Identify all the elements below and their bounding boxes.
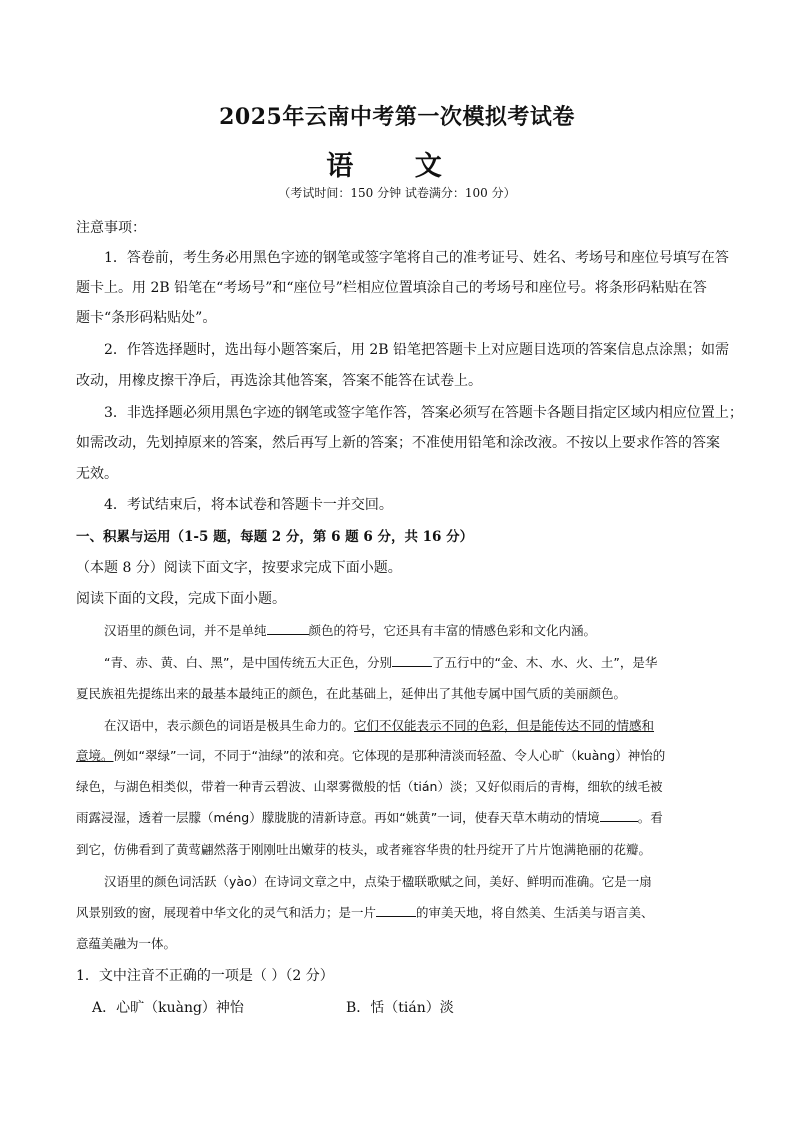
passage-paragraph-4-line-1: 汉语里的颜色词活跃（yào）在诗词文章之中，点染于楹联歌赋之间，美好、鲜明而准确。它是一扇 [104, 874, 652, 889]
passage-paragraph-4-line-2 [76, 903, 654, 923]
passage-text: 颜色的符号，它还具有丰富的情感色彩和文化内涵。 [308, 623, 597, 638]
passage-text: 汉语里的颜色词，并不是单纯 [104, 623, 267, 638]
notice-item-1-line-2: 题卡上。用 2B 铅笔在“考场号”和“座位号”栏相应位置填涂自己的考场号和座位号。将条形码粘贴在答 [76, 280, 707, 296]
notice-heading: 注意事项： [76, 220, 146, 236]
notice-item-3-line-3: 无效。 [76, 466, 118, 482]
passage-text: 风景别致的窗，展现着中华文化的灵气和活力；是一片 [76, 905, 377, 920]
section-heading: 一、积累与运用（1-5 题，每题 2 分，第 6 题 6 分，共 16 分） [76, 529, 474, 545]
fill-blank [600, 808, 638, 822]
underlined-sentence: 意境。 [76, 748, 114, 763]
passage-text: “青、赤、黄、白、黑”，是中国传统五大正色，分别 [104, 655, 392, 670]
passage-text: 雨露浸湿，透着一层朦（méng）朦胧胧的清新诗意。再如“姚黄”一词，使春天草木萌动的情境 [76, 810, 600, 825]
passage-text: 的审美天地，将自然美、生活美与语言美、 [416, 905, 654, 920]
underlined-sentence: 它们不仅能表示不同的色彩，但是能传达不同的情感和 [354, 718, 655, 733]
notice-item-1-line-3: 题卡“条形码粘贴处”。 [76, 310, 217, 326]
passage-paragraph-2-line-2: 夏民族祖先提练出来的最基本最纯正的颜色，在此基础上，延伸出了其他专属中国气质的美丽颜色。 [76, 686, 627, 701]
passage-paragraph-3-line-5: 到它，仿佛看到了黄莺翩然落于刚刚吐出嫩芽的枝头，或者雍容华贵的牡丹绽开了片片饱满艳丽的花瓣。 [76, 842, 652, 857]
question-1-option-a: A．心旷（kuàng）神怡 [92, 1000, 244, 1016]
passage-text: 例如“翠绿”一词，不同于“油绿”的浓和亮。它体现的是那种清淡而轻盈、令人心旷（kuàng）神怡的 [113, 748, 666, 763]
notice-item-3-line-1: 3．非选择题必须用黑色字迹的钢笔或签字笔作答，答案必须写在答题卡各题目指定区域内相应位置上； [104, 405, 743, 421]
question-1-stem: 1．文中注音不正确的一项是（ ）（2 分） [76, 968, 334, 984]
passage-paragraph-3-line-2 [76, 746, 665, 766]
fill-blank [376, 903, 416, 917]
passage-paragraph-4-line-3: 意蕴美融为一体。 [76, 936, 177, 951]
section-intro-2: 阅读下面的文段，完成下面小题。 [76, 591, 286, 607]
passage-text: 。看 [637, 810, 663, 825]
passage-paragraph-3-line-1 [104, 716, 654, 736]
notice-item-2-line-2: 改动，用橡皮擦干净后，再选涂其他答案，答案不能答在试卷上。 [76, 373, 482, 389]
subject-title: 语 文 [326, 151, 468, 182]
exam-title: 2025年云南中考第一次模拟考试卷 [219, 104, 575, 130]
passage-paragraph-1 [104, 621, 596, 641]
passage-paragraph-2-line-1 [104, 653, 657, 673]
fill-blank [267, 621, 309, 635]
notice-item-1-line-1: 1．答卷前，考生务必用黑色字迹的钢笔或签字笔将自己的准考证号、姓名、考场号和座位号填写在答 [104, 250, 729, 266]
passage-paragraph-3-line-3: 绿色，与湖色相类似，带着一种青云碧波、山翠雾微般的恬（tián）淡；又好似雨后的青梅，细软的绒毛被 [76, 779, 663, 794]
fill-blank [392, 653, 432, 667]
section-intro-1: （本题 8 分）阅读下面文字，按要求完成下面小题。 [76, 560, 402, 576]
notice-item-2-line-1: 2．作答选择题时，选出每小题答案后，用 2B 铅笔把答题卡上对应题目选项的答案信息点涂黑；如需 [104, 342, 730, 358]
notice-item-4: 4．考试结束后，将本试卷和答题卡一并交回。 [104, 497, 393, 513]
exam-info: （考试时间：150 分钟 试卷满分：100 分） [278, 186, 516, 200]
question-1-option-b: B．恬（tián）淡 [346, 1000, 454, 1016]
notice-item-3-line-2: 如需改动，先划掉原来的答案，然后再写上新的答案；不准使用铅笔和涂改液。不按以上要求作答的答案 [76, 435, 720, 451]
passage-paragraph-3-line-4 [76, 808, 663, 828]
passage-text: 在汉语中，表示颜色的词语是极具生命力的。 [104, 718, 355, 733]
passage-text: 了五行中的“金、木、水、火、土”，是华 [431, 655, 658, 670]
